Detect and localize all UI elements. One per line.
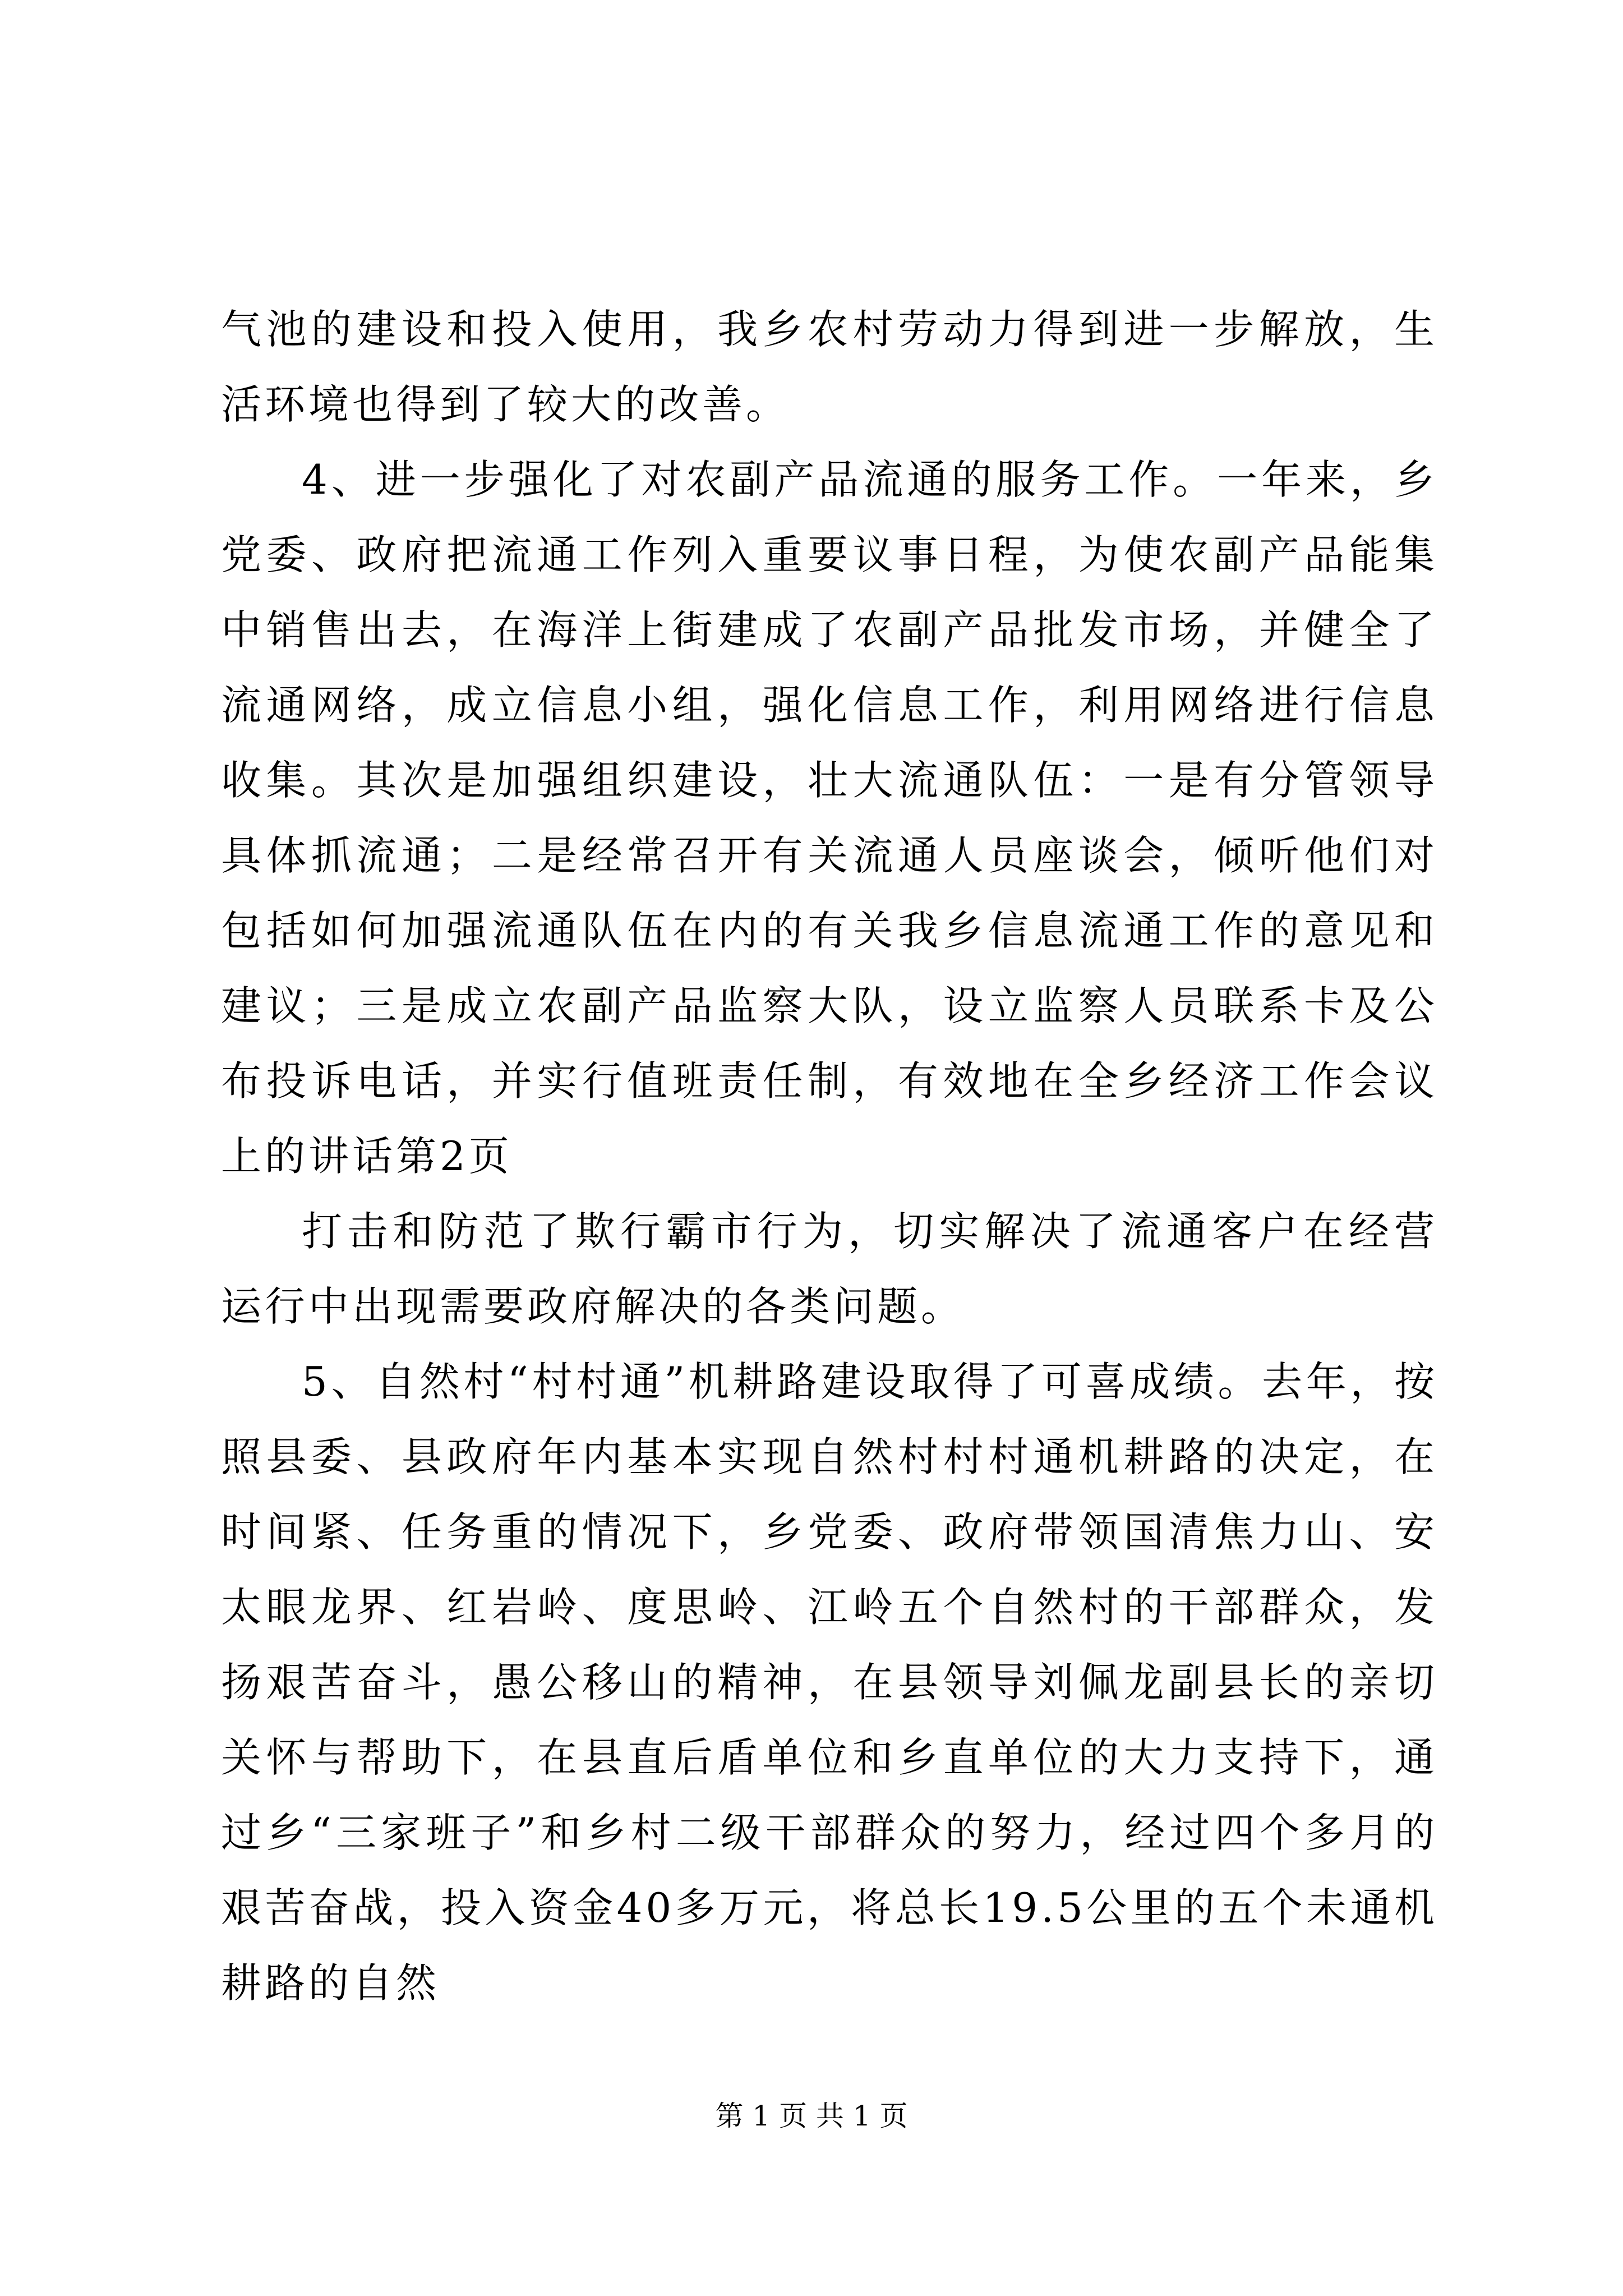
paragraph-item-5: 5、自然村“村村通”机耕路建设取得了可喜成绩。去年，按照县委、县政府年内基本实现自然村村村通机耕路的决定，在时间紧、任务重的情况下，乡党委、政府带领国清焦力山、安太眼龙界、红岩岭、度思岭、江岭五个自然村的干部群众，发扬艰苦奋斗，愚公移山的精神，在县领导刘佩龙副县长的亲切关怀与帮助下，在县直后盾单位和乡直单位的大力支持下，通过乡“三家班子”和乡村二级干部群众的努力，经过四个多月的艰苦奋战，投入资金40多万元，将总长19.5公里的五个未通机耕路的自然 — [221, 1358, 1438, 2007]
document-body — [221, 292, 1438, 2021]
paragraph-continuation-2: 打击和防范了欺行霸市行为，切实解决了流通客户在经营运行中出现需要政府解决的各类问题。 — [221, 1208, 1438, 1330]
paragraph-continuation-1: 气池的建设和投入使用，我乡农村劳动力得到进一步解放，生活环境也得到了较大的改善。 — [221, 306, 1438, 428]
paragraph-item-4: 4、进一步强化了对农副产品流通的服务工作。一年来，乡党委、政府把流通工作列入重要议事日程，为使农副产品能集中销售出去，在海洋上街建成了农副产品批发市场，并健全了流通网络，成立信息小组，强化信息工作，利用网络进行信息收集。其次是加强组织建设，壮大流通队伍：一是有分管领导具体抓流通；二是经常召开有关流通人员座谈会，倾听他们对包括如何加强流通队伍在内的有关我乡信息流通工作的意见和建议；三是成立农副产品监察大队，设立监察人员联系卡及公布投诉电话，并实行值班责任制，有效地在全乡经济工作会议上的讲话第2页 — [221, 456, 1438, 1180]
page-footer: 第 1 页 共 1 页 — [715, 2100, 908, 2132]
